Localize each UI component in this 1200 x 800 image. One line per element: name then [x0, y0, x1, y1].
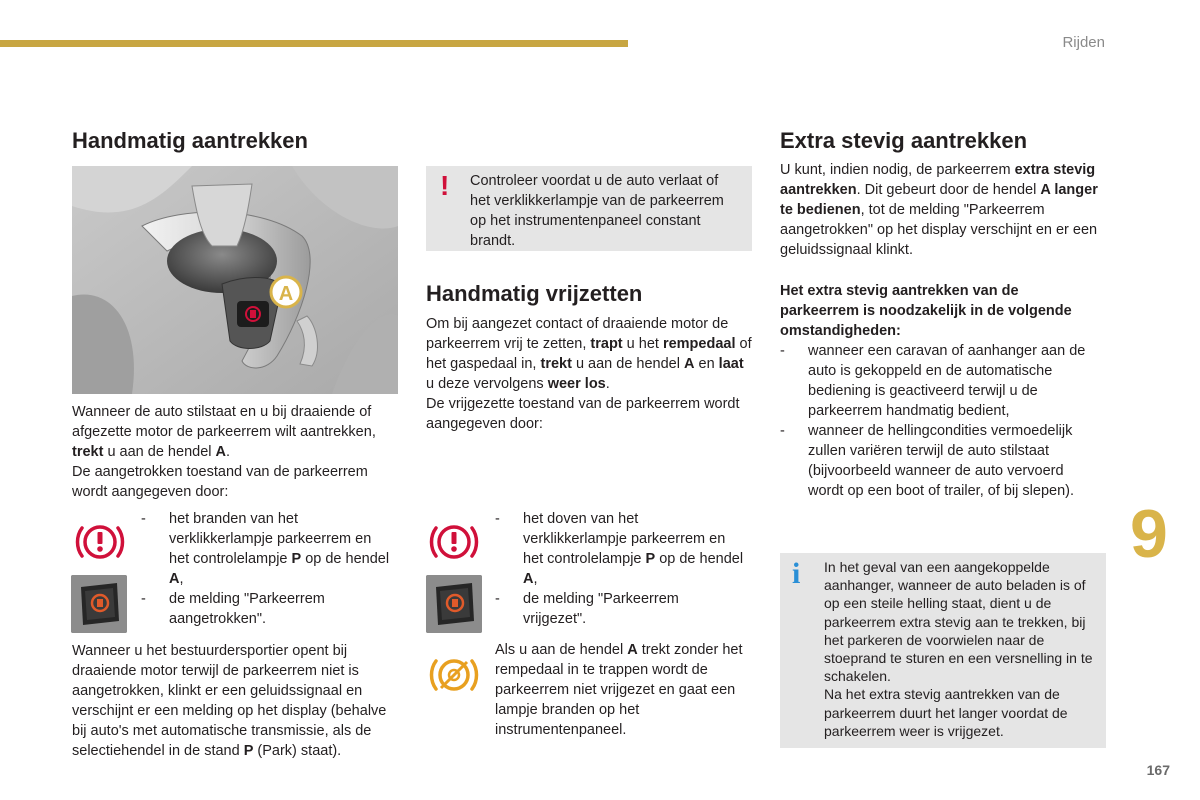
parking-brake-button-icon: [426, 575, 482, 633]
col1-intro: [72, 402, 398, 502]
col2-intro: [426, 314, 752, 434]
chapter-number: 9: [1130, 496, 1168, 572]
col2-intro-paragraph: Om bij aangezet contact of draaiende motor de parkeerrem vrij te zetten, trapt u het rempedaal of het gaspedaal in, trekt u aan de hendel A en laat u deze vervolgens weer los.: [426, 316, 752, 392]
page-number: 167: [1146, 762, 1170, 778]
info-note-box: [780, 553, 1106, 748]
col2-bullets: [495, 509, 745, 629]
header-accent-bar: [0, 40, 628, 47]
info-note-text: In het geval van een aangekoppelde aanhanger, wanneer de auto beladen is of op een steile helling staat, dient u de parkeerrem extra stevig aan te trekken, bij het parkeren de voorwielen naar de stoeprand te sturen en een versnelling in te schakelen. Na het extra stevig aantrekken van de parkeerrem duurt het langer voordat de parkeerrem weer is vrijgezet.: [824, 559, 1093, 739]
heading-handmatig-vrijzetten: Handmatig vrijzetten: [426, 281, 643, 306]
col3-subheading: Het extra stevig aantrekken van de parkeerrem is noodzakelijk in de volgende omstandigheden:: [780, 283, 1072, 339]
col1-warning-paragraph: Wanneer u het bestuurdersportier opent bij draaiende motor terwijl de parkeerrem niet is aangetrokken, klinkt er een geluidssignaal en verschijnt er een melding op het display (behalve bij auto's met automatische transmissie, als de selectiehendel in de stand P (Park) staat).: [72, 643, 387, 759]
col1-bullet-2: - de melding "Parkeerrem aangetrokken".: [141, 589, 391, 629]
col2-bullet-2: - de melding "Parkeerrem vrijgezet".: [495, 589, 745, 629]
brake-warning-icon: [428, 518, 480, 566]
col3-bullet-1: - wanneer een caravan of aanhanger aan de auto is gekoppeld en de automatische bediening is geactiveerd terwijl u de parkeerrem handmatig bedient,: [780, 341, 1100, 421]
col1-intro-paragraph: Wanneer de auto stilstaat en u bij draaiende of afgezette motor de parkeerrem wilt aantrekken, trekt u aan de hendel A.: [72, 404, 376, 460]
info-icon: i: [792, 557, 801, 590]
col2-bullet-1: - het doven van het verklikkerlampje parkeerrem en het controlelampje P op de hendel A,: [495, 509, 745, 589]
col3-bullets: [780, 341, 1100, 501]
warning-note-text: Controleer voordat u de auto verlaat of het verklikkerlampje van de parkeerrem op het instrumentenpaneel constant brandt.: [470, 173, 724, 249]
col3-bullet-2: - wanneer de hellingcondities vermoedelijk zullen variëren terwijl de auto stilstaat (bijvoorbeeld wanneer de auto vervoerd wordt op een boot of trailer, of bij slepen).: [780, 421, 1100, 501]
parking-brake-lever-photo: [72, 166, 398, 394]
col3-intro-paragraph: U kunt, indien nodig, de parkeerrem extra stevig aantrekken. Dit gebeurt door de hendel A langer te bedienen, tot de melding "Parkeerrem aangetrokken" op het display verschijnt en er een geluidssignaal klinkt.: [780, 162, 1098, 258]
col1-bullets: [141, 509, 391, 629]
col2-fault-paragraph: Als u aan de hendel A trekt zonder het rempedaal in te trappen wordt de parkeerrem niet vrijgezet en gaat een lampje branden op het instrumentenpaneel.: [495, 642, 743, 738]
col1-intro2: De aangetrokken toestand van de parkeerrem wordt aangegeven door:: [72, 464, 368, 500]
parking-brake-button-icon: [71, 575, 127, 633]
col2-intro2: De vrijgezette toestand van de parkeerrem wordt aangegeven door:: [426, 396, 740, 432]
brake-warning-icon: [74, 518, 126, 566]
section-title: Rijden: [1062, 34, 1105, 51]
exclamation-icon: !: [440, 170, 450, 201]
heading-handmatig-aantrekken: Handmatig aantrekken: [72, 128, 308, 153]
parking-brake-fault-icon: [428, 652, 480, 698]
col1-bullet-1: - het branden van het verklikkerlampje parkeerrem en het controlelampje P op de hendel A,: [141, 509, 391, 589]
callout-a: A: [278, 283, 294, 305]
warning-note-box: [426, 166, 752, 251]
heading-extra-stevig-aantrekken: Extra stevig aantrekken: [780, 128, 1028, 153]
